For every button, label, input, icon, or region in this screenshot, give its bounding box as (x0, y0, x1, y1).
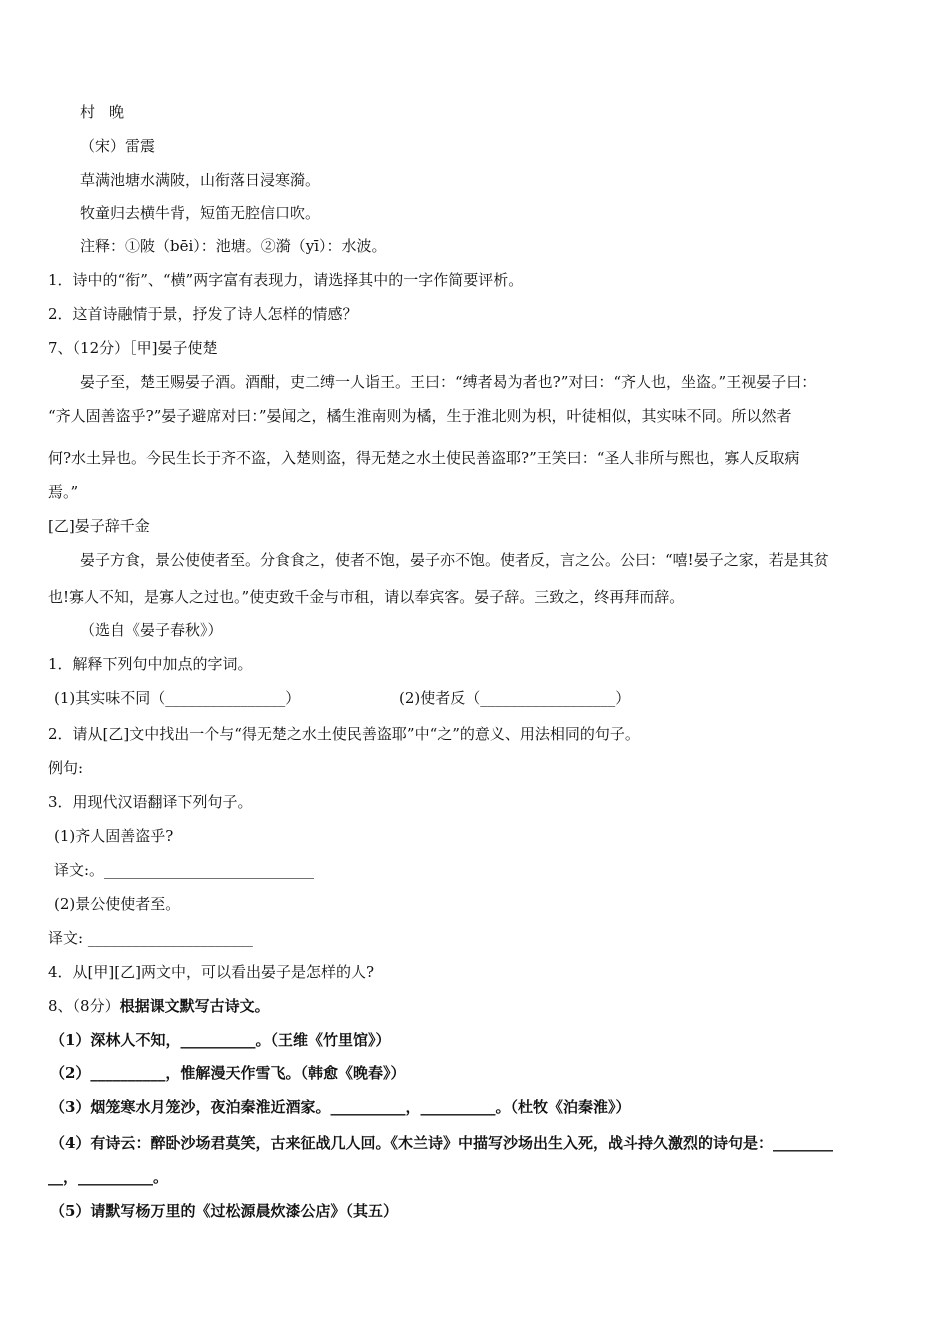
q8-item-2: （2）__________，惟解漫天作雪飞。（韩愈《晚春》） (50, 1064, 406, 1082)
q7-header: 7、（12分）［甲]晏子使楚 (48, 339, 218, 357)
q8-item-4-line-2: __，__________。 (48, 1168, 169, 1186)
q8-header-text: 根据课文默写古诗文。 (119, 997, 270, 1015)
q7-question-3-2: (2)景公使使者至。 (54, 895, 181, 913)
q8-item-4-line-1: （4）有诗云：醉卧沙场君莫笑，古来征战几人回。《木兰诗》中描写沙场出生入死，战斗持久激烈的诗句是：________ (50, 1134, 833, 1152)
q8-header (48, 996, 270, 1016)
q7-jia-paragraph-line: “齐人固善盗乎?”晏子避席对曰：”晏闻之，橘生淮南则为橘，生于淮北则为枳，叶徒相似，其实味不同。所以然者 (48, 407, 792, 425)
q7-question-2-example: 例句: (48, 759, 84, 777)
poem-note: 注释：①陂（bēi）：池塘。②漪（yī）：水波。 (80, 237, 387, 255)
q7-question-1-b: (2)使者反（__________________） (399, 689, 631, 707)
q7-question-2: 2．请从[乙]文中找出一个与“得无楚之水土使民善盗耶”中“之”的意义、用法相同的句子。 (48, 725, 640, 743)
poem-author: （宋）雷震 (80, 137, 156, 155)
poem-title: 村晚 (80, 103, 139, 121)
q7-question-3: 3．用现代汉语翻译下列句子。 (48, 793, 253, 811)
q8-header-prefix: 8、（8分） (48, 997, 120, 1015)
q7-question-4: 4．从[甲][乙]两文中，可以看出晏子是怎样的人? (48, 963, 374, 981)
poem-question-2: 2．这首诗融情于景，抒发了诗人怎样的情感？ (48, 305, 358, 323)
poem-line-1: 草满池塘水满陂，山衔落日浸寒漪。 (80, 171, 321, 189)
q8-item-3: （3）烟笼寒水月笼沙，夜泊秦淮近酒家。__________，__________。（杜牧《泊秦淮》） (50, 1098, 631, 1116)
poem-line-2: 牧童归去横牛背，短笛无腔信口吹。 (80, 204, 321, 222)
q7-jia-paragraph-line: 焉。” (48, 483, 79, 501)
q7-question-3-1-answer: 译文:。____________________________ (54, 861, 315, 879)
poem-question-1: 1．诗中的“衔”、“横”两字富有表现力，请选择其中的一字作简要评析。 (48, 271, 524, 289)
q7-question-1: 1．解释下列句中加点的字词。 (48, 655, 253, 673)
q7-question-3-2-answer: 译文: ______________________ (48, 929, 253, 947)
q7-source: （选自《晏子春秋》） (80, 621, 223, 639)
q7-jia-paragraph-line: 何?水土异也。今民生长于齐不盗，入楚则盗，得无楚之水土使民善盗耶?”王笑曰：“圣人非所与熙也，寡人反取病 (48, 449, 800, 467)
q7-yi-title: [乙]晏子辞千金 (48, 517, 150, 535)
q7-question-3-1: (1)齐人固善盗乎? (54, 827, 174, 845)
q7-yi-paragraph-line: 晏子方食，景公使使者至。分食食之，使者不饱，晏子亦不饱。使者反，言之公。公曰：“嘻!晏子之家，若是其贫 (80, 551, 829, 569)
q7-question-1-a: (1)其实味不同（________________） (54, 689, 301, 707)
q7-jia-paragraph-line: 晏子至，楚王赐晏子酒。酒酣，吏二缚一人诣王。王曰：“缚者曷为者也?”对曰：“齐人也，坐盗。”王视晏子曰： (80, 373, 817, 391)
q7-yi-paragraph-line: 也!寡人不知，是寡人之过也。”使吏致千金与市租，请以奉宾客。晏子辞。三致之，终再拜而辞。 (48, 588, 685, 606)
q8-item-1: （1）深林人不知，__________。（王维《竹里馆》） (50, 1031, 391, 1049)
q8-item-5: （5）请默写杨万里的《过松源晨炊漆公店》（其五） (50, 1202, 398, 1220)
